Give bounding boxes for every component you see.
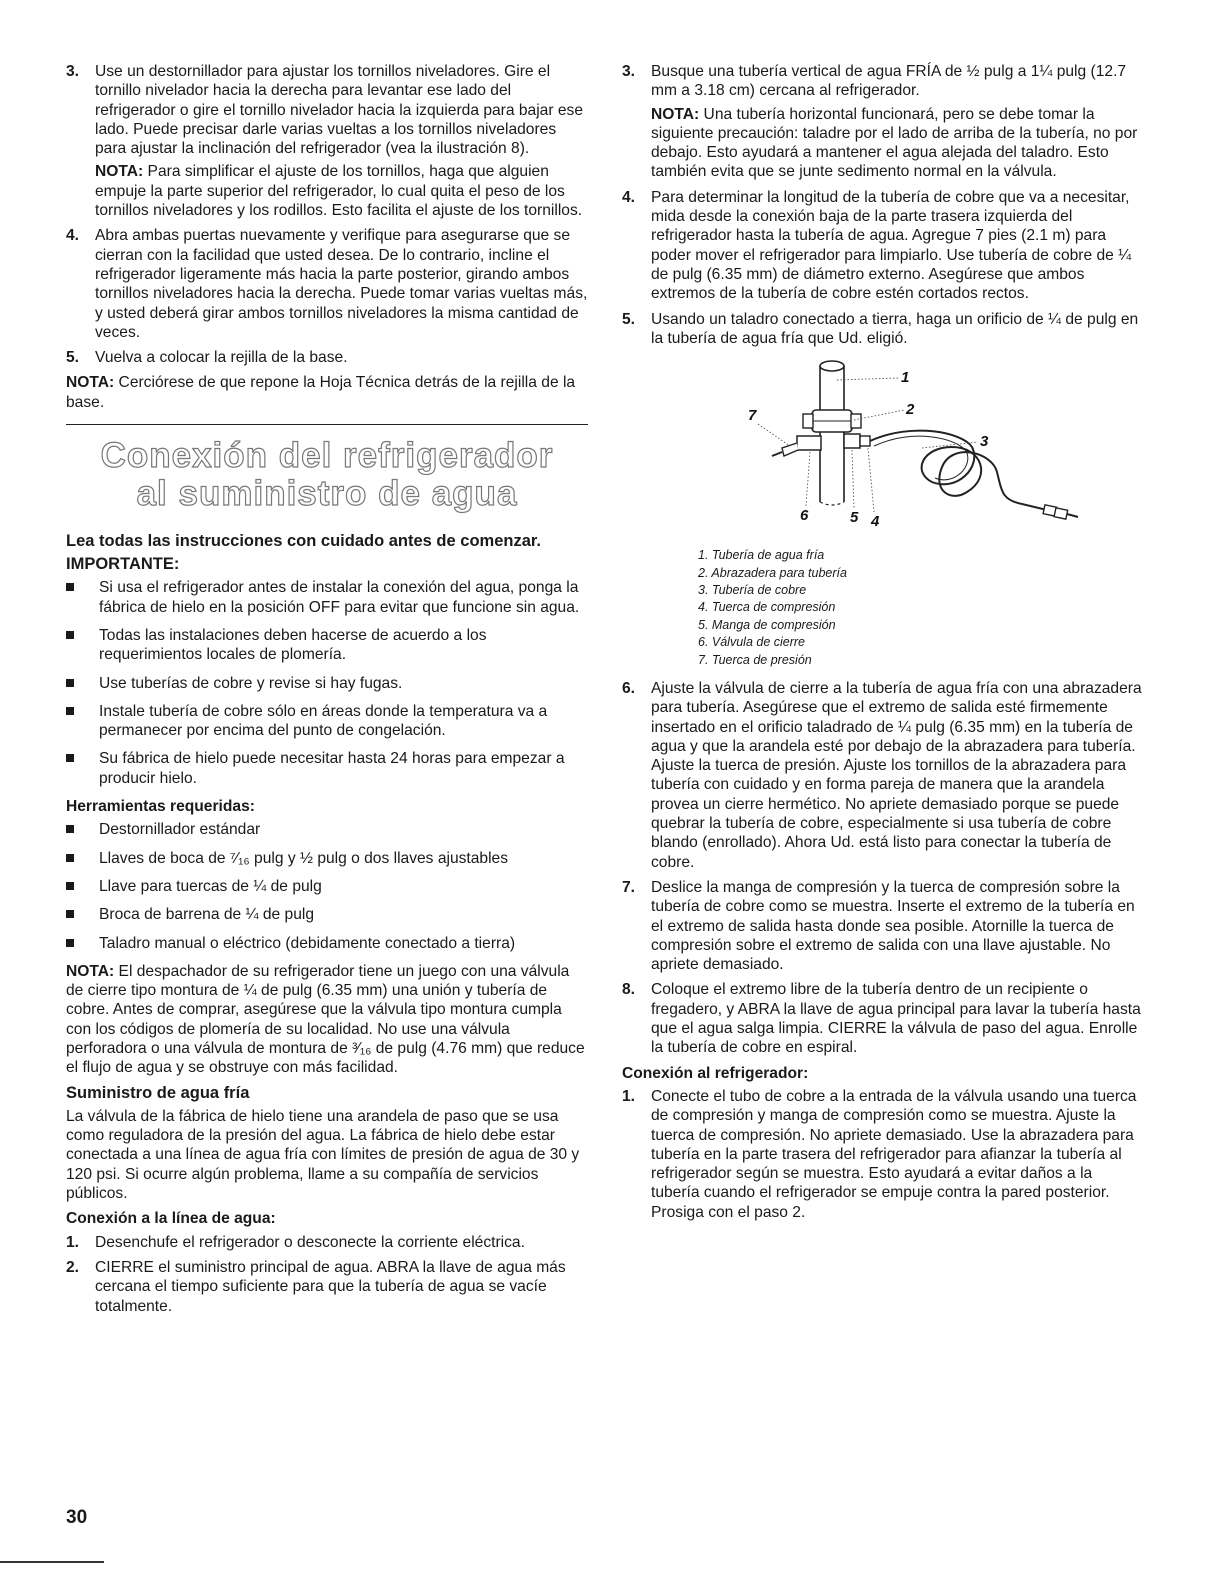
bullet-icon xyxy=(66,679,74,687)
step-number: 8. xyxy=(622,981,636,999)
step-number: 1. xyxy=(66,1233,80,1251)
legend-item: 7. Tuerca de presión xyxy=(698,652,812,667)
note-base-grille xyxy=(66,373,588,412)
footer-rule xyxy=(0,1561,104,1563)
bullet-text: Su fábrica de hielo puede necesitar hasta 24 horas para empezar a producir hielo. xyxy=(99,750,565,787)
note-text: Cerciórese de que repone la Hoja Técnica detrás de la rejilla de la base. xyxy=(66,374,576,411)
step-text: Deslice la manga de compresión y la tuerca de compresión sobre la tubería de cobre como se muestra. Inserte el extremo de la tubería en el extremo de salida hasta donde sea posible. Atornille la tuerca de compresión sobre el extremo de salida con una llave ajustable. No apriete demasiado. xyxy=(651,878,1135,974)
step-3-right xyxy=(622,62,1144,182)
section-title-line-2: al suministro de agua xyxy=(136,474,518,514)
legend-item: 4. Tuerca de compresión xyxy=(698,600,836,615)
step-text: Ajuste la válvula de cierre a la tubería de agua fría con una abrazadera para tubería. Asegúrese que el extremo de salida esté firmemente insertado en el orificio taladrado de ¼ pulg (6.35 mm) en la tubería de agua y que la arandela esté por debajo de la abrazadera para tubería. Ajuste la tuerca de presión. Ajuste los tornillos de la abrazadera para tubería con cuidado y en forma pareja de manera que la arandela provea un cierre hermético. No apriete demasiado porque se puede quebrar la tubería de cobre, especialmente si usa tubería de cobre blando (enrollado). Ahora Ud. está listo para conectar la tubería de cobre. xyxy=(651,680,1142,871)
bullet-icon xyxy=(66,939,74,947)
callout-6: 6 xyxy=(800,507,809,525)
step-number: 4. xyxy=(66,227,80,245)
right-column xyxy=(622,62,1144,1228)
bullet-text: Si usa el refrigerador antes de instalar la conexión del agua, ponga la fábrica de hielo en la posición OFF para evitar que funcione sin agua. xyxy=(99,579,580,616)
step-number: 4. xyxy=(622,188,636,206)
important-bullet xyxy=(66,578,588,617)
legend-item: 1. Tubería de agua fría xyxy=(698,548,825,563)
step-8-right xyxy=(622,980,1144,1057)
bullet-text: Todas las instalaciones deben hacerse de acuerdo a los requerimientos locales de plomería. xyxy=(99,626,487,664)
valve-diagram xyxy=(622,352,1144,547)
section-title xyxy=(66,437,588,513)
bullet-text: Instale tubería de cobre sólo en áreas donde la temperatura va a permanecer por encima del punto de congelación. xyxy=(99,702,548,740)
tool-text: Taladro manual o eléctrico (debidamente conectado a tierra) xyxy=(99,934,516,952)
step-number: 7. xyxy=(622,878,636,896)
bullet-icon xyxy=(66,825,74,833)
step-number: 6. xyxy=(622,680,636,697)
bullet-text: Use tuberías de cobre y revise si hay fugas. xyxy=(99,674,403,692)
bullet-icon xyxy=(66,854,74,862)
step-text: CIERRE el suministro principal de agua. ABRA la llave de agua más cercana el tiempo suficiente para que la tubería de agua se vacíe totalmente. xyxy=(95,1258,566,1315)
step-text: Vuelva a colocar la rejilla de la base. xyxy=(95,349,348,367)
callout-5: 5 xyxy=(850,509,859,527)
step-text: Usando un taladro conectado a tierra, haga un orificio de ¼ de pulg en la tubería de agua fría que Ud. eligió. xyxy=(651,310,1139,347)
tool-item xyxy=(66,877,588,896)
note-label: NOTA: xyxy=(651,105,700,123)
step-7-right xyxy=(622,878,1144,974)
step-number: 5. xyxy=(66,349,80,367)
bullet-icon xyxy=(66,882,74,890)
callout-1: 1 xyxy=(901,369,910,387)
step-5-right xyxy=(622,310,1144,349)
bullet-icon xyxy=(66,754,74,762)
tool-text: Destornillador estándar xyxy=(99,821,261,839)
legend-item: 2. Abrazadera para tubería xyxy=(698,565,847,580)
note-text: Para simplificar el ajuste de los tornillos, haga que alguien empuje la parte superior del refrigerador, lo cual quita el peso de los tornillos niveladores y los rodillos. Esto facilita el ajuste de los tornillos. xyxy=(95,163,583,220)
step-text: Abra ambas puertas nuevamente y verifique para asegurarse que se cierran con la facilidad que usted desea. De lo contrario, incline el refrigerador ligeramente más hacia la parte posterior, girando ambos tornillos niveladores hacia la derecha. Puede tomar varias vueltas más, y usted deberá girar ambos tornillos niveladores la misma cantidad de veces. xyxy=(95,227,588,341)
bullet-icon xyxy=(66,910,74,918)
fridge-step-1 xyxy=(622,1087,1144,1222)
tools-heading: Herramientas requeridas: xyxy=(66,798,255,816)
section-title-line-1: Conexión del refrigerador xyxy=(100,436,554,476)
step-number: 2. xyxy=(66,1258,80,1276)
step-number: 3. xyxy=(622,63,636,80)
step-6-right xyxy=(622,679,1144,872)
cold-water-heading: Suministro de agua fría xyxy=(66,1083,250,1102)
tool-item xyxy=(66,849,588,868)
cold-water-text: La válvula de la fábrica de hielo tiene una arandela de paso que se usa como reguladora de la presión del agua. La fábrica de hielo debe estar conectada a una línea de agua fría con límites de presión de agua de 30 y 120 psi. Si ocurre algún problema, llame a su compañía de servicios públicos. xyxy=(66,1107,580,1203)
step-text: Desenchufe el refrigerador o desconecte la corriente eléctrica. xyxy=(95,1233,525,1251)
step-4-left xyxy=(66,226,588,342)
step-text: Para determinar la longitud de la tubería de cobre que va a necesitar, mida desde la conexión baja de la parte trasera izquierda del refrigerador hasta la tubería de agua. Agregue 7 pies (2.1 m) para poder mover el refrigerador para limpiarlo. Use tubería de cobre de ¼ de pulg (6.35 mm) de diámetro externo. Asegúrese que ambos extremos de la tubería de cobre estén cortados rectos. xyxy=(651,188,1132,303)
water-line-step-1 xyxy=(66,1233,588,1252)
callout-7: 7 xyxy=(748,407,757,425)
step-text: Use un destornillador para ajustar los tornillos niveladores. Gire el tornillo nivelador hacia la derecha para levantar ese lado del refrigerador o gire el tornillo nivelador hacia la izquierda para bajar ese lado. Puede precisar darle varias vueltas a los tornillos niveladores para ajustar la inclinación del refrigerador (vea la ilustración 8). xyxy=(95,63,584,158)
water-line-step-2 xyxy=(66,1258,588,1316)
step-text: Coloque el extremo libre de la tubería dentro de un recipiente o fregadero, y ABRA la llave de agua principal para lavar la tubería hasta que el agua salga limpia. CIERRE la válvula de paso del agua. Enrolle la tubería de cobre en espiral. xyxy=(651,981,1141,1057)
section-divider xyxy=(66,424,588,425)
water-line-heading: Conexión a la línea de agua: xyxy=(66,1210,276,1228)
valve-diagram-svg xyxy=(622,352,1144,547)
diagram-legend xyxy=(698,547,1144,669)
page-number: 30 xyxy=(66,1507,88,1528)
bullet-icon xyxy=(66,707,74,715)
step-5-left xyxy=(66,348,588,367)
bullet-icon xyxy=(66,631,74,639)
legend-item: 6. Válvula de cierre xyxy=(698,635,806,650)
fridge-connection-heading: Conexión al refrigerador: xyxy=(622,1064,809,1082)
important-heading: IMPORTANTE: xyxy=(66,555,180,574)
important-bullet xyxy=(66,749,588,788)
step-text: Conecte el tubo de cobre a la entrada de la válvula usando una tuerca de compresión y manga de compresión como se muestra. Ajuste la tuerca de compresión. No apriete demasiado. Use la abrazadera para tubería en la parte trasera del refrigerador para afianzar la tubería al refrigerador según se muestra. Esto ayudará a evitar daños a la tubería cuando el refrigerador se empuje contra la pared posterior. Prosiga con el paso 2. xyxy=(651,1087,1137,1221)
legend-item: 3. Tubería de cobre xyxy=(698,582,807,597)
tool-item xyxy=(66,934,588,953)
step-4-right xyxy=(622,188,1144,304)
step-number: 1. xyxy=(622,1087,636,1105)
tool-text: Llave para tuercas de ¼ de pulg xyxy=(99,877,322,895)
step-number: 5. xyxy=(622,310,636,328)
callout-4: 4 xyxy=(871,513,880,531)
note-label: NOTA: xyxy=(95,163,144,181)
step-text: Busque una tubería vertical de agua FRÍA de ½ pulg a 1¼ pulg (12.7 mm a 3.18 cm) cercana al refrigerador. xyxy=(651,63,1127,100)
step-note xyxy=(95,162,588,220)
step-note xyxy=(651,105,1144,182)
lead-instruction: Lea todas las instrucciones con cuidado antes de comenzar. xyxy=(66,532,541,551)
legend-item: 5. Manga de compresión xyxy=(698,617,836,632)
tool-text: Llaves de boca de ⁷⁄₁₆ pulg y ½ pulg o dos llaves ajustables xyxy=(99,849,509,867)
callout-3: 3 xyxy=(980,433,989,451)
important-bullet xyxy=(66,626,588,665)
tool-item xyxy=(66,905,588,924)
callout-2: 2 xyxy=(906,401,915,419)
tool-item xyxy=(66,820,588,839)
step-3-left xyxy=(66,62,588,220)
bullet-icon xyxy=(66,583,74,591)
left-column xyxy=(66,62,588,1322)
note-valve-kit xyxy=(66,962,588,1078)
note-text: El despachador de su refrigerador tiene un juego con una válvula de cierre tipo montura de ¼ de pulg (6.35 mm) una unión y tubería de cobre. Antes de comprar, asegúrese que la válvula tipo montura cumpla con los códigos de plomería de su localidad. No use una válvula perforadora o una válvula de montura de ³⁄₁₆ de pulg (4.76 mm) que reduce el flujo de agua y se obstruye con más facilidad. xyxy=(66,962,585,1077)
step-number: 3. xyxy=(66,63,80,80)
note-text: Una tubería horizontal funcionará, pero se debe tomar la siguiente precaución: taladre por el lado de arriba de la tubería, no por debajo. Esto ayudará a mantener el agua alejada del taladro. Esto también evita que se junte sedimento normal en la válvula. xyxy=(651,105,1138,181)
tool-text: Broca de barrena de ¼ de pulg xyxy=(99,906,315,924)
note-label: NOTA: xyxy=(66,374,115,392)
important-bullet xyxy=(66,674,588,693)
important-bullet xyxy=(66,702,588,741)
note-label: NOTA: xyxy=(66,962,115,980)
